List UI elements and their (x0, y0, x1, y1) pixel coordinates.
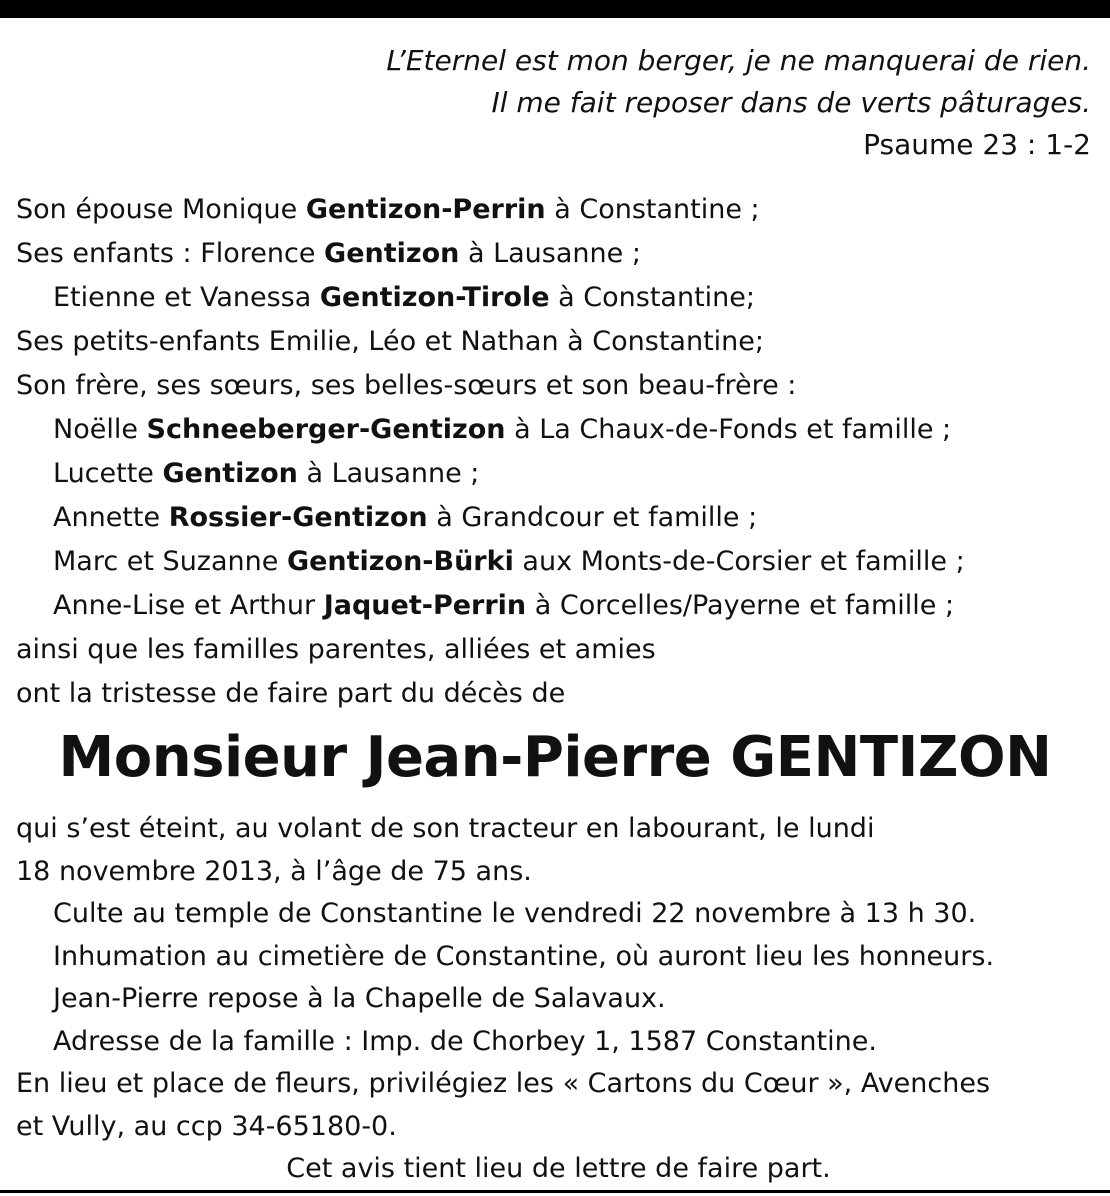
death-line-2: 18 novembre 2013, à l’âge de 75 ans. (16, 855, 532, 887)
address-line: Adresse de la famille : Imp. de Chorbey 1, 1587 Constantine. (53, 1025, 877, 1057)
family-list (16, 188, 1101, 716)
children-line: Ses enfants : Florence Gentizon à Lausanne ; (16, 238, 641, 269)
bible-verse (386, 40, 1091, 166)
sibling-line: Lucette Gentizon à Lausanne ; (53, 458, 480, 489)
sibling-line: Annette Rossier-Gentizon à Grandcour et famille ; (53, 502, 758, 533)
verse-line-1: L’Eternel est mon berger, je ne manquerai de rien. (386, 44, 1091, 77)
children-line-2: Etienne et Vanessa Gentizon-Tirole à Constantine; (53, 282, 755, 313)
spouse-line: Son épouse Monique Gentizon-Perrin à Constantine ; (16, 194, 760, 225)
closing-line: Cet avis tient lieu de lettre de faire part. (286, 1153, 831, 1184)
flowers-line-2: et Vully, au ccp 34-65180-0. (16, 1110, 397, 1142)
grandchildren-line: Ses petits-enfants Emilie, Léo et Nathan à Constantine; (16, 326, 764, 357)
flowers-line-1: En lieu et place de fleurs, privilégiez les « Cartons du Cœur », Avenches (16, 1068, 991, 1099)
service-line: Culte au temple de Constantine le vendredi 22 novembre à 13 h 30. (53, 898, 977, 929)
verse-reference: Psaume 23 : 1-2 (863, 128, 1091, 161)
siblings-intro: Son frère, ses sœurs, ses belles-sœurs et son beau-frère : (16, 370, 797, 401)
bottom-border (0, 1190, 1110, 1193)
top-border (0, 0, 1110, 18)
verse-line-2: Il me fait reposer dans de verts pâturages. (491, 86, 1091, 119)
sibling-line: Anne-Lise et Arthur Jaquet-Perrin à Corcelles/Payerne et famille ; (53, 590, 955, 621)
relatives-line: ainsi que les familles parentes, alliées et amies (16, 634, 656, 665)
details (16, 808, 1101, 1191)
deceased-name: Monsieur Jean-Pierre GENTIZON (58, 725, 1052, 790)
sibling-line: Noëlle Schneeberger-Gentizon à La Chaux-de-Fonds et famille ; (53, 414, 952, 445)
death-line-1: qui s’est éteint, au volant de son tracteur en labourant, le lundi (16, 813, 875, 844)
sibling-line: Marc et Suzanne Gentizon-Bürki aux Monts-de-Corsier et famille ; (53, 546, 965, 577)
burial-line: Inhumation au cimetière de Constantine, où auront lieu les honneurs. (53, 940, 995, 972)
announce-line: ont la tristesse de faire part du décès de (16, 678, 566, 709)
rest-line: Jean-Pierre repose à la Chapelle de Salavaux. (53, 983, 666, 1014)
